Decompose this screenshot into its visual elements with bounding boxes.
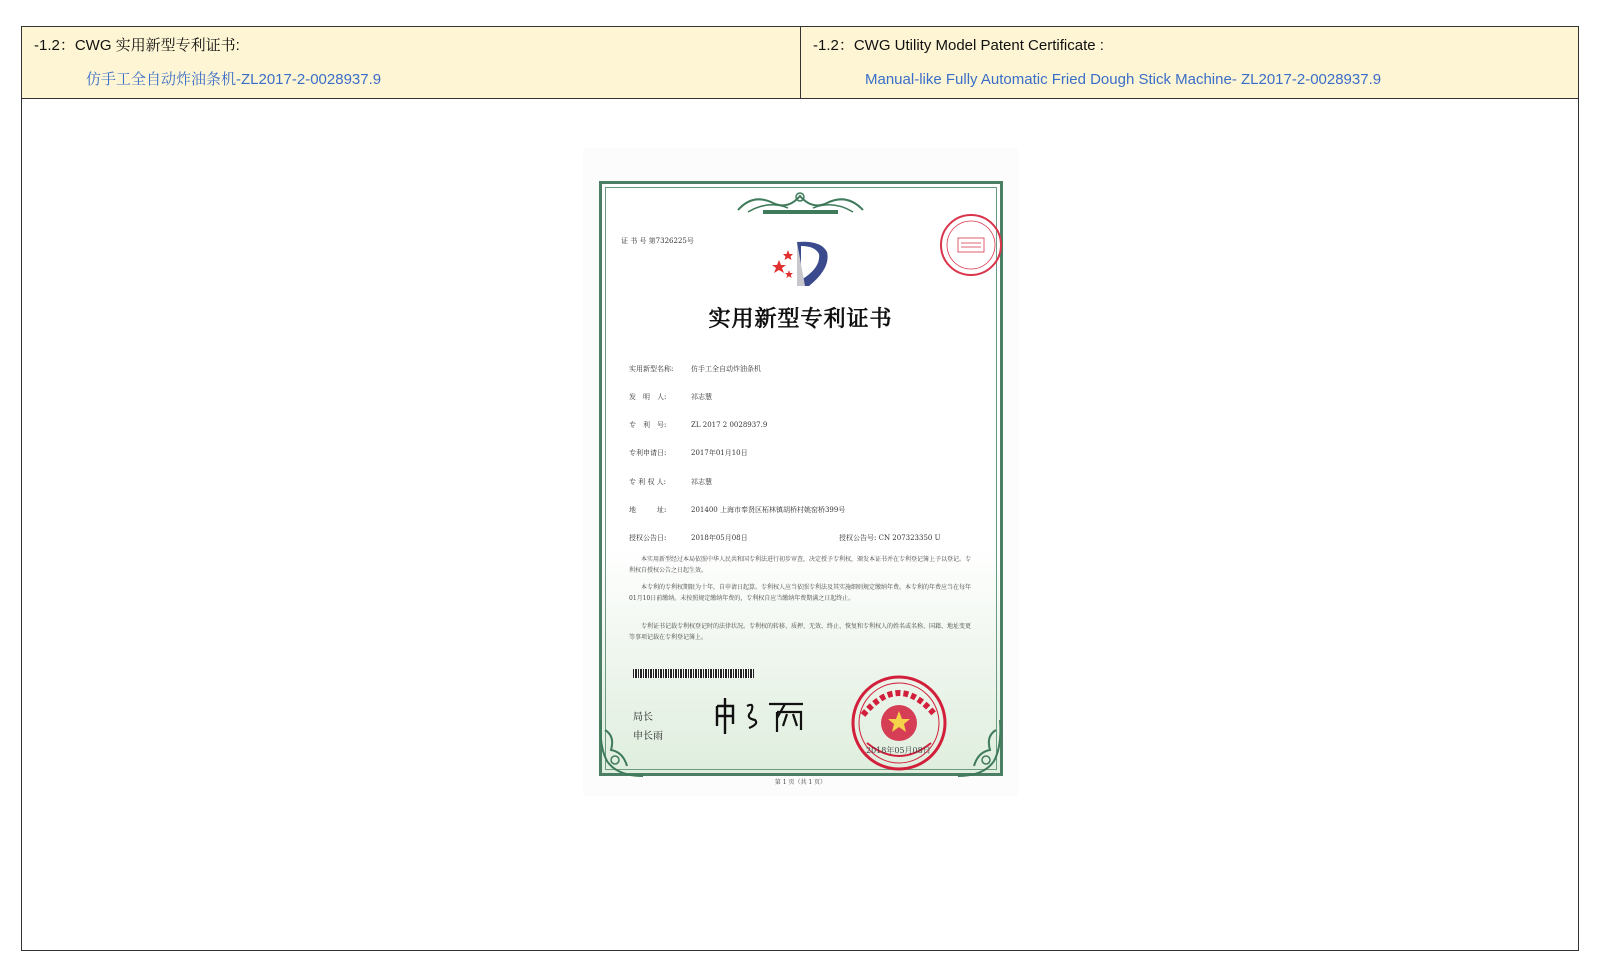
field-value: 2018年05月08日 <box>691 534 748 542</box>
barcode <box>633 669 754 678</box>
field-label: 授权公告日: <box>629 534 667 542</box>
header-cell-chinese <box>22 27 801 98</box>
certificate-paragraph: 专利证书记载专利权登记时的法律状况。专利权的转移、质押、无效、终止、恢复和专利权人的姓名或名称、国籍、地址变更等事项记载在专利登记簿上。 <box>629 623 972 641</box>
field-value: ZL 2017 2 0028937.9 <box>691 421 768 429</box>
field-label: 专 利 号: <box>629 421 667 429</box>
field-value: 2017年01月10日 <box>691 449 748 457</box>
field-value: 201400 上海市奉贤区柘林镇胡桥村姚窑桥399号 <box>691 506 846 514</box>
header-cell-english <box>801 27 1578 98</box>
sipo-logo-icon <box>769 238 839 292</box>
field-label: 实用新型名称: <box>629 365 674 373</box>
field-label: 发 明 人: <box>629 393 667 401</box>
certificate-paragraph: 本专利的专利权期限为十年，自申请日起算。专利权人应当依照专利法及其实施细则规定缴纳年费。本专利的年费应当在每年01月10日前缴纳。未按照规定缴纳年费的，专利权自应当缴纳年费期满之日起终止。 <box>629 584 972 602</box>
field-name <box>629 364 761 374</box>
field-value: 仿手工全自动炸油条机 <box>691 365 761 373</box>
field-patentee <box>629 477 712 487</box>
grant-publication-number: 授权公告号: CN 207323350 U <box>839 534 941 542</box>
header-subtitle-english: Manual-like Fully Automatic Fried Dough Stick Machine- ZL2017-2-0028937.9 <box>865 71 1382 88</box>
patent-certificate-image <box>583 148 1018 796</box>
certificate-number: 证 书 号 第7326225号 <box>621 237 694 245</box>
field-value: 祁志慧 <box>691 393 712 401</box>
ornament-top-icon <box>733 188 868 216</box>
ornament-bottom-right-icon <box>954 716 1004 780</box>
header-subtitle-chinese: 仿手工全自动炸油条机-ZL2017-2-0028937.9 <box>86 71 382 88</box>
page-note: 第 1 页（共 1 页） <box>774 779 827 786</box>
field-label: 地 址: <box>629 506 667 514</box>
header-title-chinese: -1.2：CWG 实用新型专利证书: <box>34 37 240 54</box>
header-title-english: -1.2：CWG Utility Model Patent Certificate : <box>813 37 1104 54</box>
field-label: 专利申请日: <box>629 449 667 457</box>
field-patent-number <box>629 420 767 430</box>
agency-stamp-icon <box>938 212 1004 278</box>
field-application-date <box>629 448 748 458</box>
director-name: 申长雨 <box>633 731 663 742</box>
field-value: 祁志慧 <box>691 478 712 486</box>
certificate-paragraph: 本实用新型经过本局依照中华人民共和国专利法进行初步审查，决定授予专利权，颁发本证书并在专利登记簿上予以登记。专利权自授权公告之日起生效。 <box>629 556 972 574</box>
director-signature-icon <box>711 696 811 736</box>
national-ip-seal-icon <box>849 673 949 773</box>
seal-date: 2018年05月08日 <box>866 746 931 755</box>
field-inventor <box>629 392 712 402</box>
field-address <box>629 505 845 515</box>
ornament-bottom-left-icon <box>597 716 647 780</box>
field-grant-date <box>629 533 748 543</box>
header-row <box>22 27 1578 99</box>
certificate-title: 实用新型专利证书 <box>708 306 893 332</box>
field-label: 专 利 权 人: <box>629 478 667 486</box>
director-title: 局长 <box>633 712 653 723</box>
